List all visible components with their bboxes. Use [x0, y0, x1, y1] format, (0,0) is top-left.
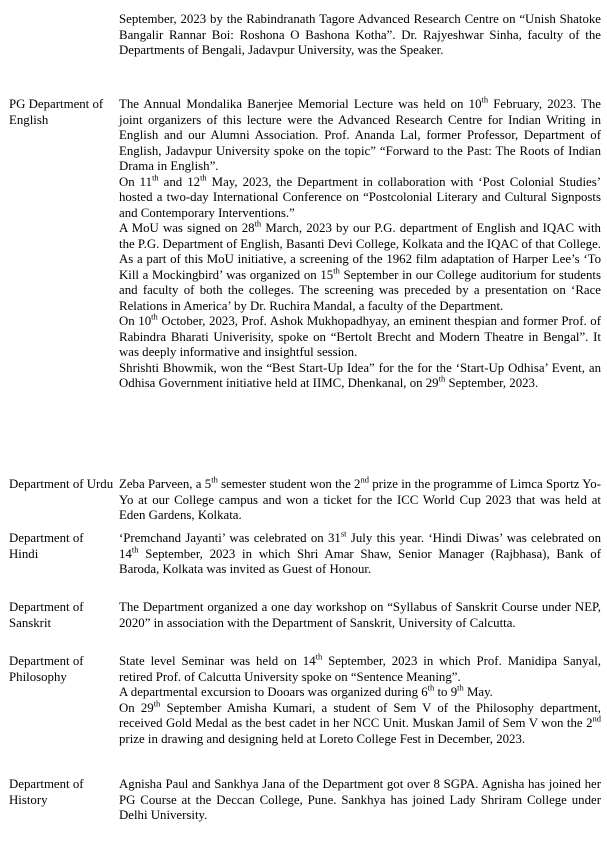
paragraph: A departmental excursion to Dooars was organized during 6th to 9th May.: [119, 682, 493, 699]
department-label: PG Department of English: [9, 97, 104, 127]
paragraph: The Annual Mondalika Banerjee Memorial Lecture was held on 10th February, 2023. The joint organizers of this lecture were the Advanced Research Centre for Indian Writing in English and our Alumni Association. Prof. Ananda Lal, former Professor, Department of English, Jadavpur University spoke on the topic” “Forward to the Past: The Roots of Indian Drama in English”.: [119, 94, 602, 173]
section-content: [119, 528, 601, 578]
paragraph: A MoU was signed on 28th March, 2023 by our P.G. department of English and IQAC with the P.G. Department of English, Basanti Devi College, Kolkata and the IQAC of that College. As a part of this MoU initiative, a screening of the 1962 film adaptation of Harper Lee’s ‘To Kill a Mockingbird’ was organized on 15th September in our College auditorium for students and faculty of both the colleges. The screening was preceded by a presentation on ‘Race Relations in America’ by Dr. Ruchira Mandal, a faculty of the Department.: [119, 218, 601, 313]
department-label: Department of Hindi: [9, 531, 84, 561]
section-content: [119, 651, 601, 747]
paragraph: On 29th September Amisha Kumari, a student of Sem V of the Philosophy department, received Gold Medal as the best cadet in her NCC Unit. Muskan Jamil of Sem V won the 2nd prize in drawing and designing held at Loreto College Fest in December, 2023.: [119, 698, 601, 746]
department-label: Department of Philosophy: [9, 654, 84, 684]
paragraph: On 11th and 12th May, 2023, the Department in collaboration with ‘Post Colonial Studies’ hosted a two-day International Conference on “Postcolonial Literary and Cultural Signposts and Contemporary Interventions.”: [119, 172, 602, 220]
section-content: [119, 474, 601, 524]
department-label: Department of Urdu: [9, 477, 114, 491]
paragraph: Zeba Parveen, a 5th semester student won the 2nd prize in the programme of Limca Sportz Yo-Yo at our College campus and won a ticket for the ICC World Cup 2023 that was held at Eden Gardens, Kolkata.: [119, 474, 601, 522]
section-content: [119, 600, 601, 631]
paragraph: Agnisha Paul and Sankhya Jana of the Department got over 8 SGPA. Agnisha has joined her PG Course at the Deccan College, Pune. Sankhya has joined Lady Shriram College under Delhi University.: [119, 777, 601, 822]
section-content: [119, 777, 601, 824]
department-label: Department of Sanskrit: [9, 600, 84, 630]
paragraph: The Department organized a one day workshop on “Syllabus of Sanskrit Course under NEP, 2020” in association with the Department of Sanskrit, University of Calcutta.: [119, 600, 601, 630]
department-label: Department of History: [9, 777, 84, 807]
paragraph: State level Seminar was held on 14th September, 2023 in which Prof. Manidipa Sanyal, retired Prof. of Calcutta University spoke on “Sentence Meaning”.: [119, 651, 601, 684]
section-content: [119, 94, 602, 392]
paragraph: September, 2023 by the Rabindranath Tagore Advanced Research Centre on “Unish Shatoke Bangalir Rannar Boi: Roshona O Bashona Kotha”. Dr. Rajyeshwar Sinha, faculty of the Departments of Bengali, Jadavpur University, was the Speaker.: [119, 12, 601, 57]
paragraph: Shrishti Bhowmik, won the “Best Start-Up Idea” for the for the ‘Start-Up Odhisa’ Event, an Odhisa Government initiative held at IIMC, Dhenkanal, on 29th September, 2023.: [119, 360, 601, 390]
paragraph: On 10th October, 2023, Prof. Ashok Mukhopadhyay, an eminent thespian and former Prof. of Rabindra Bharati Univerisity, spoke on “Bertolt Brecht and Modern Theatre in Bengal”. It was deeply informative and insightful session.: [119, 311, 601, 359]
paragraph: ‘Premchand Jayanti’ was celebrated on 31st July this year. ‘Hindi Diwas’ was celebrated on 14th September, 2023 in which Shri Amar Shaw, Senior Manager (Rajbhasa), Bank of Baroda, Kolkata was invited as Guest of Honour.: [119, 528, 601, 576]
section-content: [119, 12, 601, 59]
